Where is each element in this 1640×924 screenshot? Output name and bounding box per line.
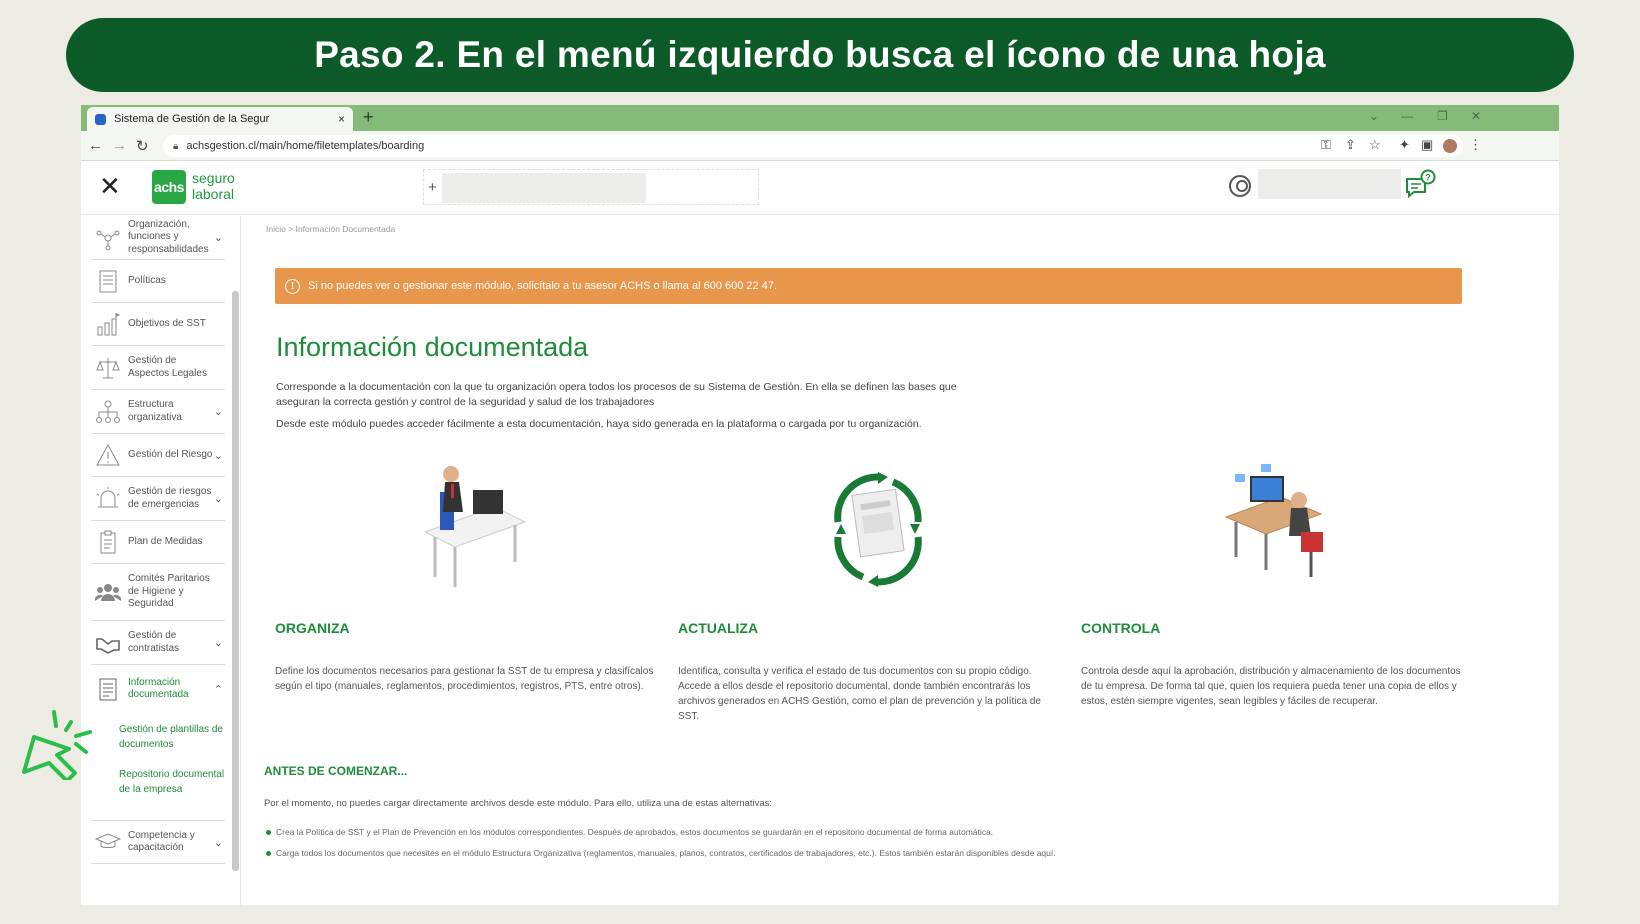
- sidebar-item-contratistas[interactable]: [91, 621, 225, 665]
- company-selector[interactable]: [423, 169, 759, 205]
- achs-logo-badge: achs: [152, 170, 186, 204]
- page-title: Información documentada: [276, 332, 589, 362]
- user-name-placeholder[interactable]: [1258, 169, 1401, 199]
- worker-monitor-illustration: [1221, 462, 1341, 592]
- sidebar-item-label: Objetivos de SST: [128, 317, 206, 329]
- breadcrumb[interactable]: Inicio > Información Documentada: [266, 224, 396, 234]
- sidebar-item-label: Gestión de Aspectos Legales: [128, 355, 207, 379]
- instruction-banner: [66, 18, 1574, 92]
- alert-text: Si no puedes ver o gestionar este módulo, solicítalo a tu asesor ACHS o llama al 600 600 22 47.: [308, 280, 778, 292]
- list-item: Carga todos los documentos que necesites en el módulo Estructura Organizativa (reglamentos, manuales, planos, contratos, certificados de trabajadores, etc.). Estos también estarán disponibles desde aquí.: [276, 848, 1056, 858]
- sidebar-item-emergencias[interactable]: [91, 477, 225, 521]
- chevron-up-icon[interactable]: ⌃: [213, 683, 223, 696]
- svg-text:?: ?: [1425, 172, 1431, 183]
- column-title: ORGANIZA: [275, 620, 350, 636]
- chevron-down-icon[interactable]: ⌄: [213, 493, 223, 505]
- chevron-down-icon[interactable]: ⌄: [213, 637, 223, 649]
- app-header: [81, 161, 1559, 215]
- chevron-down-icon[interactable]: ⌄: [1369, 109, 1380, 123]
- sidebar-item-label: Competencia y capacitación: [128, 829, 195, 853]
- help-chat-icon[interactable]: [1404, 169, 1438, 199]
- sidebar-item-label: Información documentada: [128, 676, 189, 700]
- sidebar-item-label: Organización, funciones y responsabilidades: [128, 218, 209, 255]
- company-name-placeholder: [442, 173, 646, 203]
- before-start-description: Por el momento, no puedes cargar directamente archivos desde este módulo. Para ello, utiliza una de estas alternativas:: [264, 798, 773, 809]
- share-icon[interactable]: ⇪: [1345, 137, 1356, 152]
- submenu-plantillas[interactable]: Gestión de plantillas de documentos: [119, 724, 223, 750]
- scales-icon: [95, 355, 121, 381]
- chevron-down-icon[interactable]: ⌄: [213, 836, 223, 849]
- url-text: achsgestion.cl/main/home/filetemplates/boarding: [186, 140, 425, 152]
- graduation-cap-icon: [95, 829, 121, 855]
- profile-avatar[interactable]: [1443, 139, 1457, 153]
- tab-strip: [81, 105, 1559, 131]
- org-chart-icon: [95, 225, 121, 251]
- banner-title: Paso 2. En el menú izquierdo busca el ícono de una hoja: [314, 34, 1326, 75]
- forward-arrow-icon[interactable]: →: [112, 137, 127, 154]
- policy-document-icon: [95, 268, 121, 294]
- new-tab-button[interactable]: +: [363, 107, 374, 127]
- column-title: ACTUALIZA: [678, 620, 759, 636]
- sidebar: [81, 216, 241, 905]
- extensions-icon[interactable]: ✦: [1399, 137, 1410, 152]
- document-sheet-icon: [95, 676, 121, 702]
- column-title: CONTROLA: [1081, 620, 1161, 636]
- pointer-click-icon: [16, 700, 116, 780]
- sidebar-item-competencia[interactable]: [91, 820, 225, 864]
- close-window-icon[interactable]: ✕: [1471, 109, 1482, 123]
- kebab-menu-icon[interactable]: ⋮: [1469, 137, 1482, 152]
- hierarchy-icon: [95, 399, 121, 425]
- sidebar-item-label: Plan de Medidas: [128, 535, 203, 547]
- submenu-repositorio[interactable]: Repositorio documental de la empresa: [119, 769, 225, 795]
- sidebar-item-organizacion[interactable]: [91, 216, 225, 260]
- sidebar-item-label: Gestión de riesgos de emergencias: [128, 486, 212, 510]
- logo-line2: laboral: [192, 186, 235, 202]
- main-scrollbar[interactable]: [1558, 282, 1559, 905]
- star-icon[interactable]: ☆: [1369, 137, 1381, 152]
- intro-paragraph-2: Desde este módulo puedes acceder fácilmente a esta documentación, haya sido generada en la plataforma o cargada por tu organización.: [276, 418, 922, 430]
- chevron-down-icon[interactable]: ⌄: [213, 406, 223, 418]
- sidepanel-icon[interactable]: ▣: [1421, 137, 1434, 152]
- warning-triangle-icon: [95, 442, 121, 468]
- clipboard-icon: [95, 529, 121, 555]
- siren-icon: [95, 486, 121, 512]
- info-icon: !: [285, 279, 300, 294]
- sidebar-item-plan-medidas[interactable]: [91, 521, 225, 564]
- handshake-icon: [95, 630, 121, 656]
- list-item: Crea la Política de SST y el Plan de Prevención en los módulos correspondientes. Después de aprobados, estos documentos se guardarán en el repositorio documental de forma automática.: [276, 827, 994, 837]
- user-icon[interactable]: [1229, 175, 1251, 197]
- sidebar-item-objetivos[interactable]: [91, 303, 225, 346]
- lock-icon: 🔒︎: [173, 140, 179, 152]
- reload-icon[interactable]: ↻: [136, 138, 149, 155]
- back-arrow-icon[interactable]: ←: [88, 137, 103, 154]
- chevron-down-icon[interactable]: ⌄: [213, 449, 223, 462]
- minimize-icon[interactable]: —: [1401, 109, 1413, 123]
- chevron-down-icon[interactable]: ⌄: [213, 232, 223, 244]
- column-description: Controla desde aquí la aprobación, distribución y almacenamiento de los documentos de tu empresa. De forma tal que, quien los requiera pueda tener una copia de ellos y estos, estén siempre vigentes, sean legibles y fáciles de recuperar.: [1081, 666, 1461, 707]
- sidebar-item-politicas[interactable]: [91, 260, 225, 303]
- sidebar-item-aspectos-legales[interactable]: [91, 346, 225, 390]
- bar-chart-flag-icon: [95, 311, 121, 337]
- logo-text: [192, 170, 235, 202]
- people-group-icon: [95, 579, 121, 605]
- address-bar[interactable]: [163, 135, 1463, 157]
- logo-line1: seguro: [192, 170, 235, 186]
- sidebar-item-label: Gestión del Riesgo: [128, 448, 213, 460]
- browser-tab[interactable]: [87, 107, 353, 131]
- column-description: Define los documentos necesarios para gestionar la SST de tu empresa y clasifícalos según el tipo (manuales, reglamentos, procedimientos, registros, PTS, entre otros).: [275, 666, 654, 692]
- add-icon[interactable]: +: [428, 179, 437, 196]
- sidebar-item-label: Comités Paritarios de Higiene y Seguridad: [128, 573, 210, 610]
- address-toolbar: [81, 131, 1559, 161]
- browser-window: [81, 105, 1559, 905]
- sidebar-item-label: Estructura organizativa: [128, 399, 182, 423]
- sidebar-item-comites[interactable]: [91, 564, 225, 621]
- restore-icon[interactable]: ❐: [1437, 109, 1448, 123]
- office-worker-desk-illustration: [415, 462, 535, 592]
- document-refresh-cycle-illustration: [818, 462, 938, 592]
- intro-paragraph-1: Corresponde a la documentación con la que tu organización opera todos los procesos de su Sistema de Gestión. En ella se definen las bases que aseguran la correcta gestión y control de la seguridad y salud de los trabajadores: [276, 381, 957, 408]
- column-description: Identifica, consulta y verifica el estado de tus documentos con su propio código. Accede a ellos desde el repositorio documental, donde también encontrarás los archivos generados en ACHS Gestión, como el plan de prevención y la política de SST.: [678, 666, 1041, 722]
- main-content: [242, 216, 1542, 905]
- close-tab-icon[interactable]: ×: [337, 112, 345, 126]
- close-menu-icon[interactable]: ✕: [99, 171, 121, 201]
- alert-banner: [275, 268, 1462, 304]
- key-icon[interactable]: ⚿: [1321, 137, 1331, 152]
- sidebar-item-riesgo[interactable]: [91, 434, 225, 477]
- sidebar-scrollbar[interactable]: [232, 291, 239, 871]
- sidebar-item-label: Políticas: [128, 274, 166, 286]
- before-start-heading: ANTES DE COMENZAR...: [264, 764, 408, 778]
- tab-title: Sistema de Gestión de la Segur: [114, 113, 270, 125]
- shield-favicon-icon: [95, 114, 106, 125]
- sidebar-item-label: Gestión de contratistas: [128, 630, 180, 654]
- sidebar-item-estructura[interactable]: [91, 390, 225, 434]
